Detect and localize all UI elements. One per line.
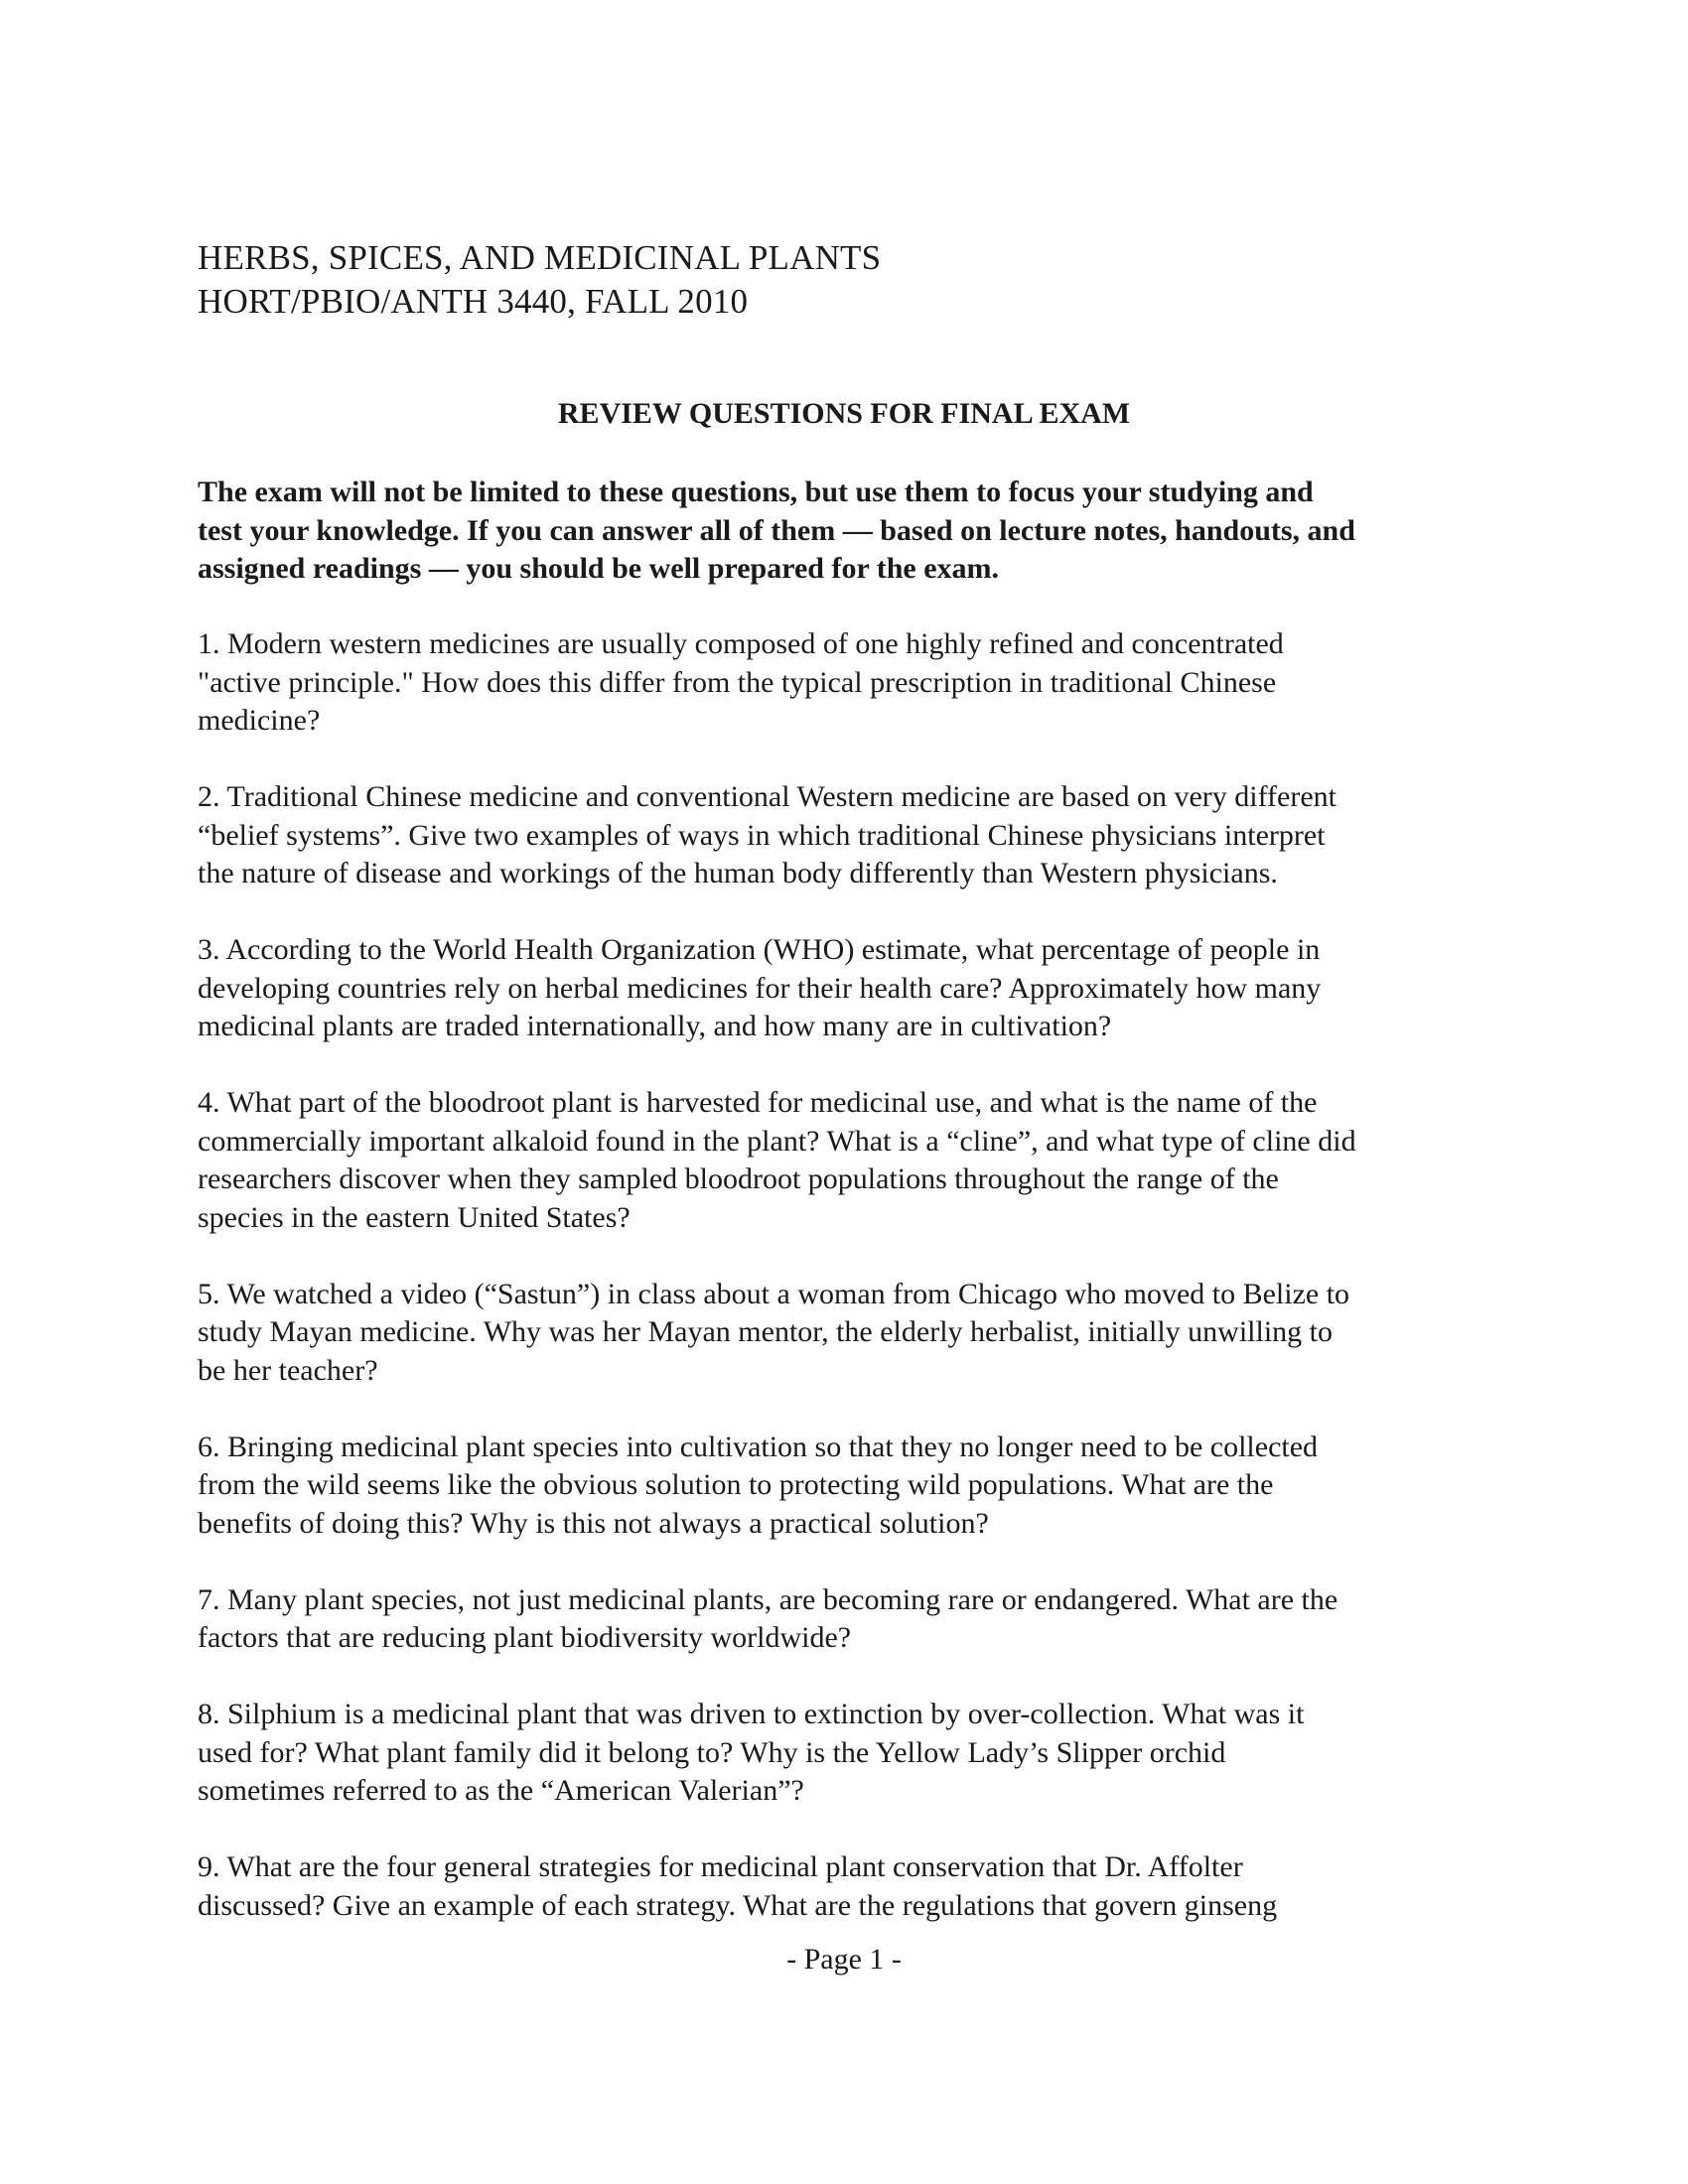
question-1	[198, 625, 1508, 741]
question-line: species in the eastern United States?	[198, 1200, 631, 1234]
question-3	[198, 931, 1508, 1046]
question-line: medicinal plants are traded internationally, and how many are in cultivation?	[198, 1010, 1112, 1042]
question-line: the nature of disease and workings of the human body differently than Western physicians.	[198, 857, 1278, 889]
question-line: 9. What are the four general strategies for medicinal plant conservation that Dr. Affolter	[198, 1850, 1243, 1883]
question-line: benefits of doing this? Why is this not always a practical solution?	[198, 1506, 989, 1540]
intro-line: test your knowledge. If you can answer all of them — based on lecture notes, handouts, and	[198, 513, 1355, 547]
question-2	[198, 778, 1508, 893]
review-title: REVIEW QUESTIONS FOR FINAL EXAM	[557, 397, 1131, 430]
question-5	[198, 1276, 1508, 1391]
question-line: be her teacher?	[198, 1353, 378, 1387]
question-line: factors that are reducing plant biodiversity worldwide?	[198, 1621, 852, 1654]
question-line: sometimes referred to as the “American Valerian”?	[198, 1774, 804, 1807]
question-line: medicine?	[198, 704, 321, 737]
question-line: used for? What plant family did it belong to? Why is the Yellow Lady’s Slipper orchid	[198, 1735, 1226, 1769]
question-line: discussed? Give an example of each strategy. What are the regulations that govern ginseng	[198, 1888, 1278, 1922]
intro-line: The exam will not be limited to these questions, but use them to focus your studying and	[198, 476, 1314, 508]
intro-line: assigned readings — you should be well prepared for the exam.	[198, 552, 1000, 585]
question-line: developing countries rely on herbal medicines for their health care? Approximately how many	[198, 971, 1322, 1005]
intro-paragraph	[198, 474, 1508, 589]
question-line: 8. Silphium is a medicinal plant that was driven to extinction by over-collection. What was it	[198, 1698, 1305, 1730]
course-header	[198, 236, 881, 324]
question-9	[198, 1848, 1508, 1925]
question-7	[198, 1581, 1508, 1658]
question-line: 1. Modern western medicines are usually composed of one highly refined and concentrated	[198, 627, 1284, 660]
question-8	[198, 1696, 1508, 1811]
question-line: study Mayan medicine. Why was her Mayan mentor, the elderly herbalist, initially unwilling to	[198, 1315, 1333, 1348]
question-line: 6. Bringing medicinal plant species into cultivation so that they no longer need to be collected	[198, 1430, 1319, 1463]
question-line: 5. We watched a video (“Sastun”) in class about a woman from Chicago who moved to Belize to	[198, 1277, 1350, 1310]
question-line: researchers discover when they sampled bloodroot populations throughout the range of the	[198, 1162, 1279, 1195]
question-line: 2. Traditional Chinese medicine and conventional Western medicine are based on very different	[198, 780, 1336, 813]
question-line: 4. What part of the bloodroot plant is harvested for medicinal use, and what is the name of the	[198, 1086, 1318, 1119]
question-line: 3. According to the World Health Organization (WHO) estimate, what percentage of people in	[198, 933, 1321, 966]
question-line: “belief systems”. Give two examples of ways in which traditional Chinese physicians interpret	[198, 818, 1326, 852]
question-line: 7. Many plant species, not just medicinal plants, are becoming rare or endangered. What are the	[198, 1582, 1338, 1616]
question-4	[198, 1084, 1508, 1237]
question-6	[198, 1429, 1508, 1544]
question-list	[198, 625, 1508, 1964]
question-line: from the wild seems like the obvious solution to protecting wild populations. What are the	[198, 1468, 1274, 1501]
page-number: - Page 1 -	[786, 1943, 902, 1976]
course-code: HORT/PBIO/ANTH 3440, FALL 2010	[198, 282, 749, 321]
question-line: "active principle." How does this differ from the typical prescription in traditional Chinese	[198, 665, 1277, 699]
course-title: HERBS, SPICES, AND MEDICINAL PLANTS	[198, 238, 882, 277]
question-line: commercially important alkaloid found in the plant? What is a “cline”, and what type of cline did	[198, 1124, 1356, 1158]
